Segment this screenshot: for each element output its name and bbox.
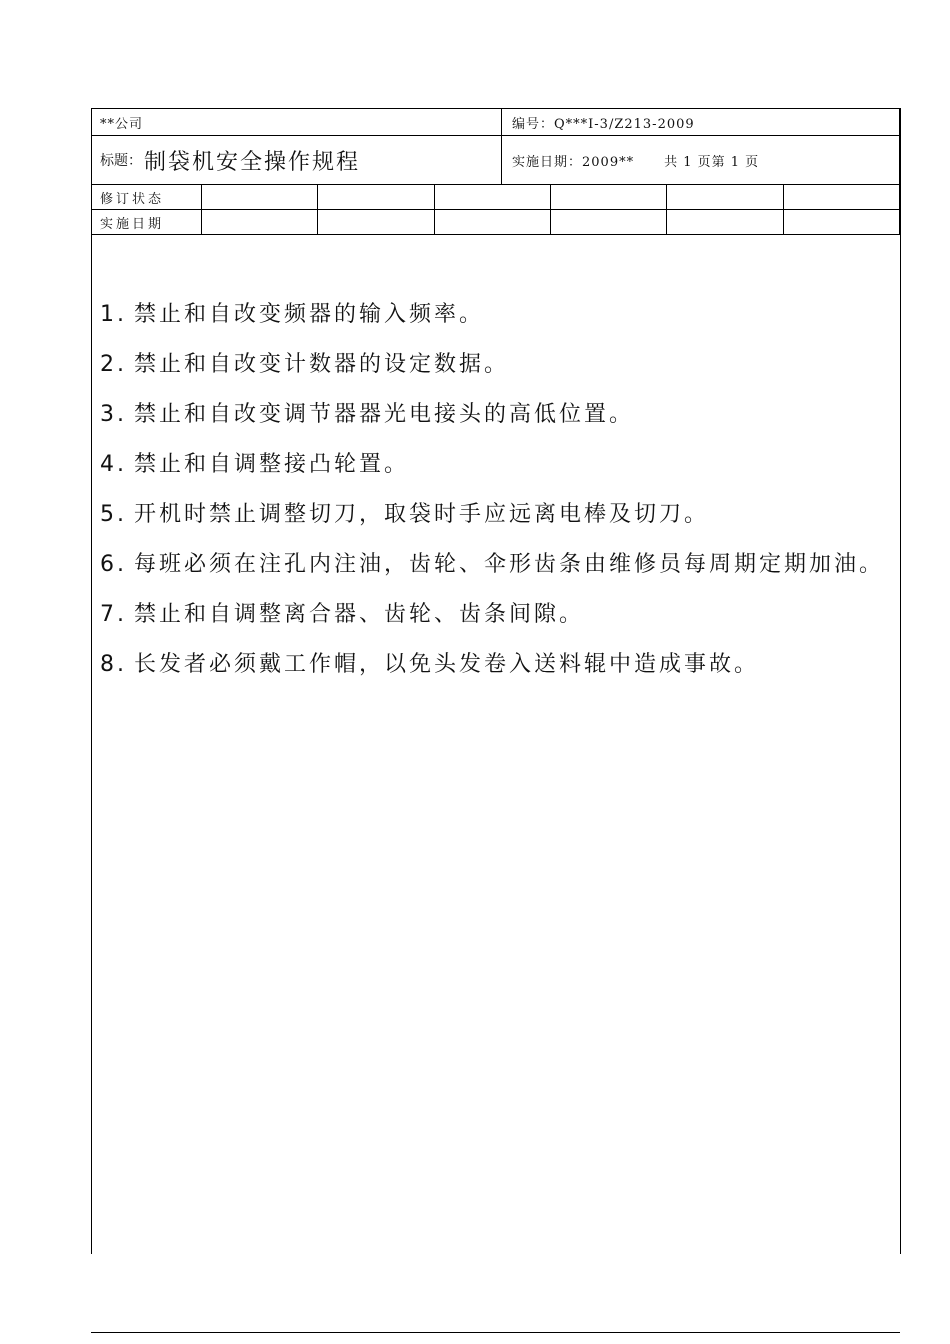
item-number: 6. [100, 552, 127, 577]
item-number: 8. [100, 652, 127, 677]
rules-list [100, 290, 895, 690]
item-number: 3. [100, 402, 127, 427]
list-item [100, 440, 895, 490]
company-name: **公司 [100, 116, 144, 132]
revision-cell [550, 185, 666, 210]
list-item [100, 390, 895, 440]
list-item [100, 340, 895, 390]
code-cell [502, 109, 899, 135]
item-number: 5. [100, 502, 127, 527]
list-item [100, 540, 895, 590]
revision-status-label: 修订状态 [92, 185, 202, 210]
title-label: 标题： [100, 153, 142, 169]
revision-table [91, 184, 900, 235]
item-text: 禁止和自改变频器的输入频率。 [134, 302, 485, 327]
item-text: 长发者必须戴工作帽，以免头发卷入送料辊中造成事故。 [134, 652, 760, 677]
item-number: 1. [100, 302, 127, 327]
date-cell [434, 210, 550, 235]
list-item [100, 590, 895, 640]
revision-status-row [92, 185, 900, 210]
item-text: 禁止和自改变计数器的设定数据。 [134, 352, 510, 377]
document-code: 编号：Q***I-3/Z213-2009 [512, 116, 695, 132]
title-cell [92, 136, 502, 184]
revision-cell [202, 185, 318, 210]
revision-cell [318, 185, 434, 210]
item-text: 开机时禁止调整切刀，取袋时手应远离电棒及切刀。 [134, 502, 710, 527]
page-title: 制袋机安全操作规程 [144, 149, 361, 175]
header-row-company [91, 108, 900, 135]
date-cell [318, 210, 434, 235]
list-item [100, 640, 895, 690]
item-text: 每班必须在注孔内注油，齿轮、伞形齿条由维修员每周期定期加油。 [134, 552, 885, 577]
date-cell [550, 210, 666, 235]
item-number: 2. [100, 352, 127, 377]
header-row-title [91, 135, 900, 184]
implementation-date-row [92, 210, 900, 235]
date-cell [202, 210, 318, 235]
company-cell [92, 109, 502, 135]
implementation-date-label: 实施日期 [92, 210, 202, 235]
list-item [100, 490, 895, 540]
list-item [100, 290, 895, 340]
revision-cell [434, 185, 550, 210]
date-cell [783, 210, 899, 235]
page-count: 共 1 页第 1 页 [664, 154, 760, 170]
item-text: 禁止和自调整接凸轮置。 [134, 452, 410, 477]
revision-cell [667, 185, 783, 210]
footer-divider [91, 1332, 900, 1333]
item-number: 7. [100, 602, 127, 627]
item-number: 4. [100, 452, 127, 477]
item-text: 禁止和自改变调节器器光电接头的高低位置。 [134, 402, 635, 427]
implementation-date: 实施日期：2009** [512, 154, 635, 170]
revision-cell [783, 185, 899, 210]
date-cell [667, 210, 783, 235]
item-text: 禁止和自调整离合器、齿轮、齿条间隙。 [134, 602, 585, 627]
date-cell [502, 136, 899, 184]
